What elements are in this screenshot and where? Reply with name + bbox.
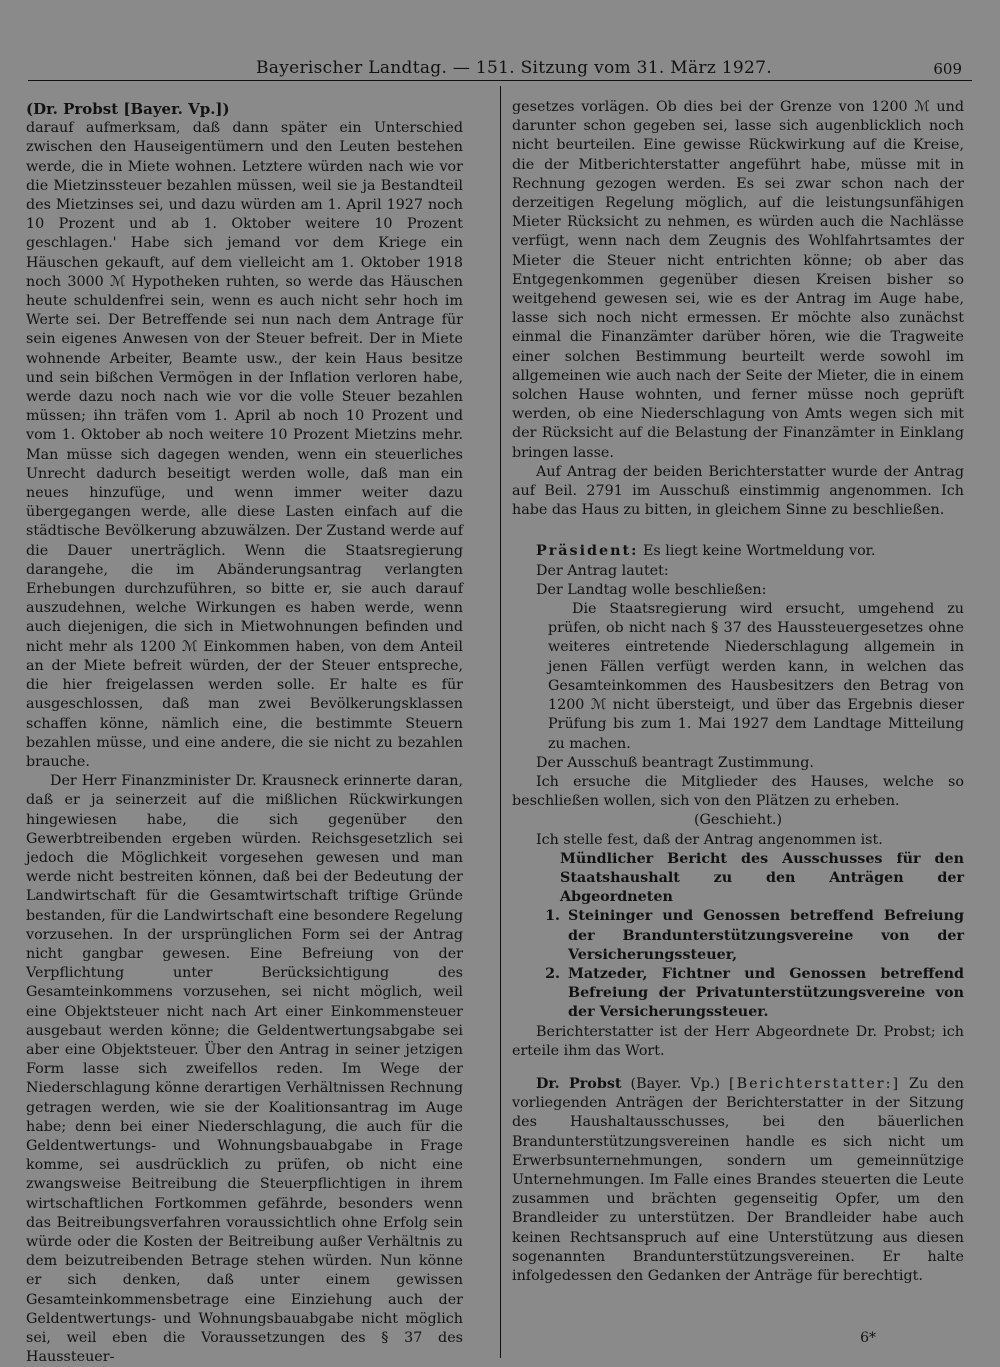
header-rule	[28, 80, 972, 81]
motion-intro: Der Antrag lautet:	[536, 562, 669, 579]
paragraph: gesetzes vorlägen. Ob dies bei der Grenze von 1200 ℳ und darunter schon gegeben sei, lasse sich augenblicklich noch nicht beurteilen. Eine gewisse Rückwirkung auf die Kreise, die der Mitberichterstatter angeführt habe, müsse mit in Rechnung gezogen werden. Es sei zwar schon nach der derzeitigen Regelung möglich, auf die leistungsunfähigen Mieter Rücksicht zu nehmen, es würden auch die Nachlässe verfügt, wenn nach dem Zeugnis des Wohlfahrtsamtes der Mieter die Steuer nicht entrichten könne; ob aber das Entgegenkommen gegenüber diesen Kreisen bisher so weitgehend gewesen sei, wie es der Antrag im Auge habe, lasse sich noch nicht ermessen. Er möchte also zunächst einmal die Finanzämter darüber hören, wie die Tragweite einer solchen Bestimmung beurteilt werde sowohl im allgemeinen wie auch nach der Seite der Mieter, die in einem solchen Hause wohnten, und ferner müsse noch geprüft werden, ob eine Niederschlagung von Amts wegen sich mit der Rücksicht auf die Belastung der Finanzämter in Einklang bringen lasse.	[512, 99, 964, 461]
speaker-name: Dr. Probst	[536, 1075, 622, 1092]
right-column	[512, 98, 964, 1286]
speaker-party: (Bayer. Vp.)	[630, 1075, 721, 1092]
header-title: Bayerischer Landtag. — 151. Sitzung vom 31. März 1927.	[256, 58, 772, 78]
speech-text: Zu den vorliegenden Anträgen der Berichterstatter in der Sitzung des Haushaltausschusses, bei den bäuerlichen Brandunterstützungsvereinen handle es sich nicht um Erwerbsunternehmungen, sondern um gemeinnützige Unternehmungen. Im Falle eines Brandes steuerten die Leute zusammen und brächten gegenseitig Opfer, um den Brandleider zu unterstützen. Der Brandleider habe auch keinen Rechtsanspruch auf eine Unterstützung aus diesen sogenannten Brandunterstützungsvereinen. Er halte infolgedessen den Gedanken der Anträge für berechtigt.	[512, 1075, 965, 1284]
list-item	[512, 907, 964, 965]
speaker-tag: (Dr. Probst [Bayer. Vp.])	[26, 100, 230, 118]
left-column	[26, 100, 463, 1367]
paragraph: darauf aufmerksam, daß dann später ein Unterschied zwischen den Hauseigentümern und den Leuten bestehen werde, die in Miete wohnen. Letztere würden nach wie vor die Mietzinssteuer bezahlen müssen, weil sie ja Bestandteil des Mietzinses sei, und dazu würden am 1. April 1927 noch 10 Prozent und ab 1. Oktober weitere 10 Prozent geschlagen.' Habe sich jemand vor dem Kriege ein Häuschen gekauft, auf dem vielleicht am 1. Oktober 1918 noch 3000 ℳ Hypotheken ruhten, so werde das Häuschen heute schuldenfrei sein, wenn es auch nicht sehr hoch im Werte sei. Der Betreffende sei nun nach dem Antrage für sein eigenes Anwesen von der Steuer befreit. Der in Miete wohnende Arbeiter, Beamte usw., der kein Haus besitze und sein bißchen Vermögen in der Inflation verloren habe, werde dazu noch nach wie vor die volle Steuer bezahlen müssen; ihn träfen vom 1. April ab noch 10 Prozent und vom 1. Oktober ab noch weitere 10 Prozent Mietzins mehr. Man müsse sich dagegen wenden, wenn ein steuerliches Unrecht dadurch beseitigt werden wolle, daß man ein neues hinzufüge, und wenn immer weiter dazu übergegangen werde, alle diese Lasten einfach auf die städtische Bevölkerung abzuwälzen. Der Zustand werde auf die Dauer unerträglich. Wenn die Staatsregierung darangehe, die im Abänderungsantrag verlangten Erhebungen durchzuführen, so bitte er, sie auch darauf auszudehnen, welche Wirkungen es haben werde, wenn auch diejenigen, die sich in Mietwohnungen befinden und nicht mehr als 1200 ℳ Einkommen haben, von dem Anteil an der Miete befreit würden, der der Steuer entspreche, die hier freigelassen werden solle. Er halte es für ausgeschlossen, daß man zwei Bevölkerungsklassen schaffen könne, nämlich eine, die bestimmte Steuern bezahlen müsse, und eine andere, die sie nicht zu bezahlen brauche.	[26, 120, 463, 770]
list-item	[512, 965, 964, 1023]
committee-line: Der Ausschuß beantragt Zustimmung.	[536, 754, 814, 771]
motion-lead: Der Landtag wolle beschließen:	[536, 581, 767, 598]
paragraph: Auf Antrag der beiden Berichterstatter wurde der Antrag auf Beil. 2791 im Ausschuß einstimmig angenommen. Ich habe das Haus zu bitten, in gleichem Sinne zu beschließen.	[512, 463, 964, 519]
paragraph: Der Herr Finanzminister Dr. Krausneck erinnerte daran, daß er ja seinerzeit auf die mißlichen Rückwirkungen hingewiesen habe, die sich gegenüber den Gewerbtreibenden ergeben würden. Reichsgesetzlich sei jedoch die Möglichkeit vorgesehen gewesen und man werde nicht bestreiten können, daß bei der Bedeutung der Landwirtschaft für die Gesamtwirtschaft triftige Gründe bestanden, für die Landwirtschaft eine besondere Regelung vorzusehen. In der ursprünglichen Form sei der Antrag nicht gangbar gewesen. Eine Befreiung von der Verpflichtung unter Berücksichtigung des Gesamteinkommens vorzusehen, sei nicht möglich, weil eine Objektsteuer nicht nach Art einer Einkommensteuer ausgebaut werden könne; die Geldentwertungsabgabe sei aber eine Objektsteuer. Über den Antrag in seiner jetzigen Form lasse sich zweifellos reden. Im Wege der Niederschlagung könne derartigen Verhältnissen Rechnung getragen werden, wie sie der Koalitionsantrag im Auge habe; denn bei einer Niederschlagung, die auch für die Geldentwertungs- und Wohnungsbauabgabe in Frage komme, sei ausdrücklich zu prüfen, ob nicht eine zwangsweise Beitreibung die Steuerpflichtigen in ihrem wirtschaftlichen Fortkommen gefährde, besonders wenn das Beitreibungsverfahren voraussichtlich ohne Erfolg sein würde oder die Kosten der Beitreibung außer Verhältnis zu dem beizutreibenden Betrage stehen würden. Nun könne er sich denken, daß unter einem gewissen Gesamteinkommensbetrage eine Einziehung auch der Geldentwertungs- und Wohnungsbauabgabe nicht möglich sei, weil eben die Voraussetzungen des § 37 des Haussteuer-	[26, 773, 463, 1366]
request-line: Ich ersuche die Mitglieder des Hauses, welche so beschließen wollen, sich von den Plätzen zu erheben.	[512, 773, 964, 810]
probst-speech	[512, 1075, 964, 1286]
column-divider	[500, 86, 501, 1358]
item-text: Matzeder, Fichtner und Genossen betreffend Befreiung der Privatunterstützungsvereine von der Versicherungssteuer.	[568, 965, 964, 1021]
happened-note: (Geschieht.)	[693, 812, 783, 829]
running-header	[28, 58, 972, 80]
report-heading: Mündlicher Bericht des Ausschusses für den Staatshaushalt zu den Anträgen der Abgeordneten	[560, 850, 964, 906]
president-statement	[512, 542, 964, 561]
page-number: 609	[933, 60, 962, 78]
reporter-line: Berichterstatter ist der Herr Abgeordnete Dr. Probst; ich erteile ihm das Wort.	[512, 1023, 964, 1059]
signature-mark: 6*	[860, 1330, 876, 1346]
president-text: Es liegt keine Wortmeldung vor.	[642, 543, 876, 560]
speaker-role: [Berichterstatter:]	[729, 1075, 901, 1092]
item-number: 1.	[545, 908, 560, 925]
motion-text: Die Staatsregierung wird ersucht, umgehend zu prüfen, ob nicht nach § 37 des Haussteuergesetzes ohne weiteres eintretende Niederschlagung allgemein in jenen Fällen verfügt werden kann, in welchen das Gesamteinkommen des Hausbesitzers den Betrag von 1200 ℳ nicht übersteigt, und über das Ergebnis dieser Prüfung bis zum 1. Mai 1927 dem Landtage Mitteilung zu machen.	[548, 601, 964, 752]
president-label: Präsident:	[536, 543, 639, 560]
item-number: 2.	[545, 965, 560, 982]
item-text: Steininger und Genossen betreffend Befreiung der Brandunterstützungsvereine von der Versicherungssteuer,	[568, 908, 964, 963]
accepted-line: Ich stelle fest, daß der Antrag angenommen ist.	[536, 831, 883, 848]
